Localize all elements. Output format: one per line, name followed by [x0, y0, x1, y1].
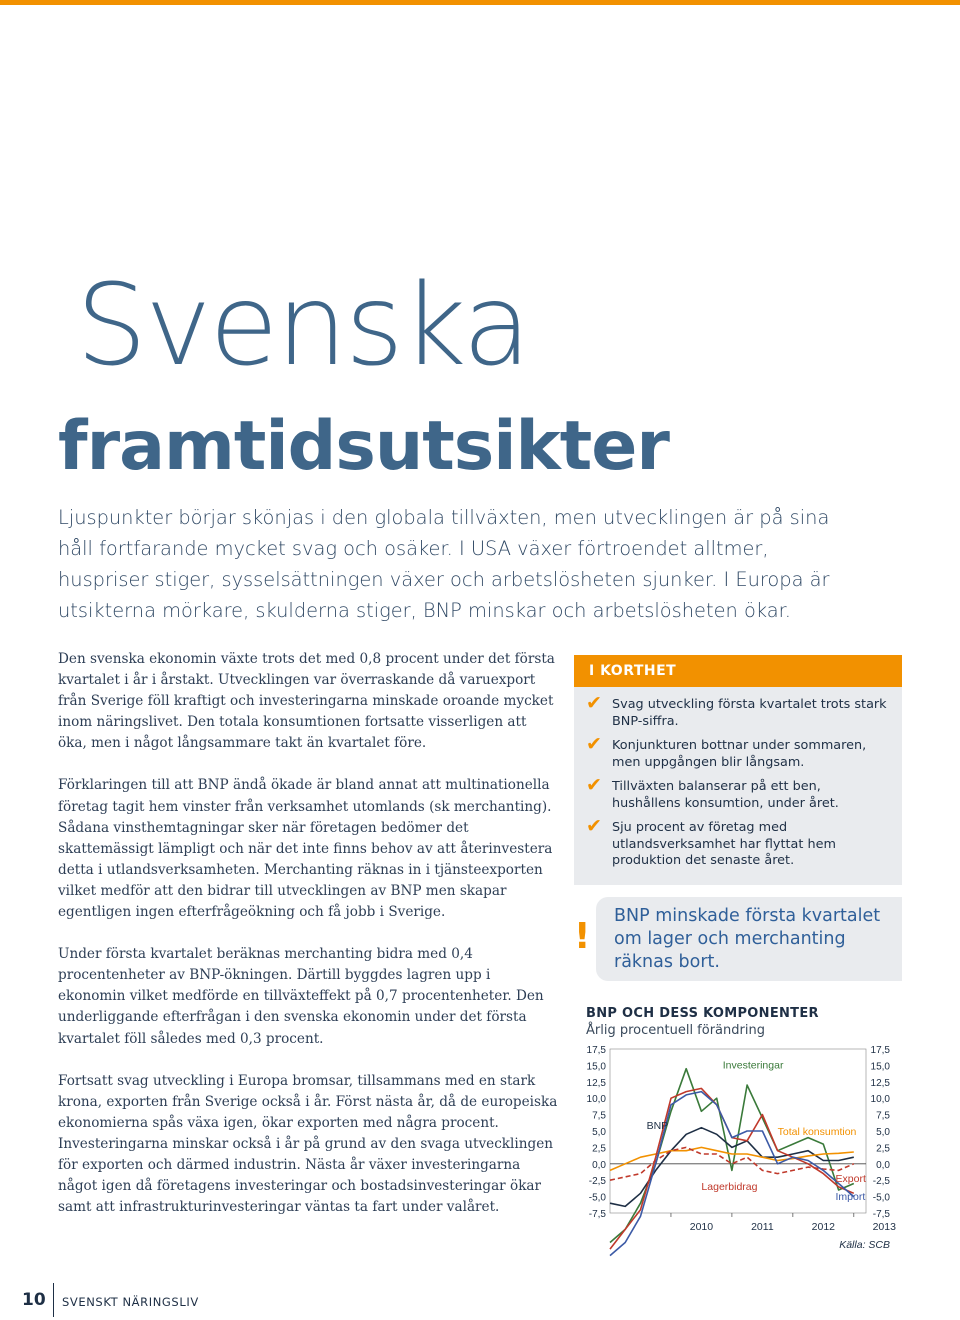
x-tick-label: 2013: [872, 1221, 896, 1233]
exclamation-icon: !: [574, 916, 591, 957]
body-paragraph-3: Under första kvartalet beräknas merchanting bidra med 0,4 procentenheter av BNP-ökningen. Därtill byggdes lagren upp i ekonomin vilket medförde en tillväxteffekt på 0,7 procentenheter. Den underliggande efterfrågan i den svenska ekonomin under det första kvartalet föll således med 0,3 procent.: [58, 946, 544, 1047]
line-chart: [574, 998, 902, 1262]
summary-item-text: Svag utveckling första kvartalet trots stark BNP-siffra.: [612, 697, 887, 729]
summary-item-text: Tillväxten balanserar på ett ben, hushållens konsumtion, under året.: [612, 779, 839, 811]
ingress: [58, 502, 848, 626]
chart-panel: [574, 998, 902, 1262]
series-label: Total konsumtion: [777, 1125, 857, 1138]
body-paragraph-2: Förklaringen till att BNP ändå ökade är bland annat att multinationella företag tagit hem vinster från verksamhet utomlands (sk merchanting). Sådana vinsthemtagningar sker när företagen bedömer det skattemässigt lämpligt och när det inte finns behov av att återinvestera detta i utlandsverksamheten. Merchanting räknas in i tjänsteexporten vilket medför att den bidrar till utvecklingen av BNP men skapar egentligen ingen efterfrågeökning och få jobb i Sverige.: [58, 777, 553, 921]
top-accent-bar: [0, 0, 960, 5]
series-label: Export: [835, 1173, 866, 1186]
y-tick-label-right: 15,0: [870, 1061, 890, 1073]
callout-text: BNP minskade första kvartalet om lager och merchanting räknas bort.: [614, 906, 881, 972]
y-tick-label-left: -5,0: [588, 1192, 606, 1204]
series-label: Lagerbidrag: [701, 1181, 758, 1194]
y-tick-label-left: 0,0: [592, 1159, 606, 1171]
y-tick-label-right: 12,5: [870, 1077, 890, 1089]
y-tick-label-left: 17,5: [586, 1045, 606, 1056]
summary-box: [574, 655, 902, 885]
checkmark-icon: ✔: [586, 733, 602, 755]
y-tick-label-right: 5,0: [876, 1127, 890, 1138]
summary-item: [586, 692, 890, 730]
footer-divider: [53, 1283, 54, 1317]
y-tick-label-right: 17,5: [870, 1045, 890, 1056]
y-tick-label-right: 2,5: [876, 1143, 890, 1155]
title-line-1: Svenska: [76, 261, 530, 391]
title-line-2: framtidsutsikter: [58, 407, 669, 486]
x-tick-label: 2011: [751, 1221, 774, 1233]
summary-item: [586, 815, 890, 870]
ingress-text: Ljuspunkter börjar skönjas i den globala tillväxten, men utvecklingen är på sina håll fortfarande mycket svag och osäker. I USA växer förtroendet alltmer, huspriser stiger, sysselsättningen växer och arbetslösheten sjunker. I Europa är utsikterna mörkare, skulderna stiger, BNP minskar och arbetslösheten ökar.: [58, 506, 830, 622]
x-tick-label: 2012: [811, 1221, 836, 1233]
y-tick-label-left: 5,0: [592, 1127, 606, 1138]
chart-source: Källa: SCB: [839, 1239, 890, 1251]
summary-item: [586, 774, 890, 812]
series-label: Import: [835, 1190, 866, 1203]
body-text: [58, 649, 558, 1239]
series-label: BNP: [646, 1120, 669, 1133]
body-paragraph-4: Fortsatt svag utveckling i Europa bromsar, tillsammans med en stark krona, exporten från Sverige också i år. Först nästa år, då de europeiska ekonomierna spås växa igen, ökar exporten med några procent. Investeringarna minskar också i år på grund av den svaga utvecklingen för exporten och därmed industrin. Nästa år växer investeringarna något igen då företagens investeringar och bostadsinvesteringar ökar samt att infrastrukturinvesteringar väntas ta fart under valåret.: [58, 1072, 558, 1216]
summary-heading: I KORTHET: [574, 655, 902, 687]
y-tick-label-right: -7,5: [872, 1209, 890, 1220]
summary-item-text: Sju procent av företag med utlandsverksamhet har flyttat hem produktion det senaste året.: [612, 820, 836, 868]
chart-title: BNP OCH DESS KOMPONENTER: [586, 1006, 819, 1021]
x-tick-label: 2010: [689, 1221, 714, 1233]
y-tick-label-right: -2,5: [872, 1176, 890, 1188]
y-tick-label-left: 15,0: [586, 1061, 606, 1073]
checkmark-icon: ✔: [586, 692, 602, 714]
summary-list: [574, 687, 902, 870]
y-tick-label-left: 10,0: [586, 1094, 606, 1106]
y-tick-label-right: 10,0: [870, 1094, 890, 1106]
y-tick-label-left: -7,5: [588, 1209, 606, 1220]
summary-item: [586, 733, 890, 771]
chart-subtitle: Årlig procentuell förändring: [586, 1023, 765, 1038]
y-tick-label-left: 7,5: [592, 1110, 606, 1122]
y-tick-label-left: 2,5: [592, 1143, 606, 1155]
callout-box: [574, 897, 902, 981]
y-tick-label-right: -5,0: [872, 1192, 890, 1204]
series-label: Investeringar: [722, 1059, 784, 1072]
y-tick-label-left: 12,5: [586, 1077, 606, 1089]
y-tick-label-left: -2,5: [588, 1176, 606, 1188]
checkmark-icon: ✔: [586, 815, 602, 837]
y-tick-label-right: 0,0: [876, 1159, 890, 1171]
y-tick-label-right: 7,5: [876, 1110, 890, 1122]
page-number: 10: [22, 1290, 46, 1310]
publication-name: SVENSKT NÄRINGSLIV: [62, 1295, 199, 1309]
body-paragraph-1: Den svenska ekonomin växte trots det med 0,8 procent under det första kvartalet i år i årstakt. Utvecklingen var överraskande då varuexport från Sverige föll kraftigt och investeringarna minskade oroande mycket inom näringslivet. Den totala konsumtionen fortsatte visserligen att öka, men i något långsammare takt än kvartalet före.: [58, 651, 555, 752]
summary-item-text: Konjunkturen bottnar under sommaren, men uppgången blir långsam.: [612, 738, 867, 770]
checkmark-icon: ✔: [586, 774, 602, 796]
